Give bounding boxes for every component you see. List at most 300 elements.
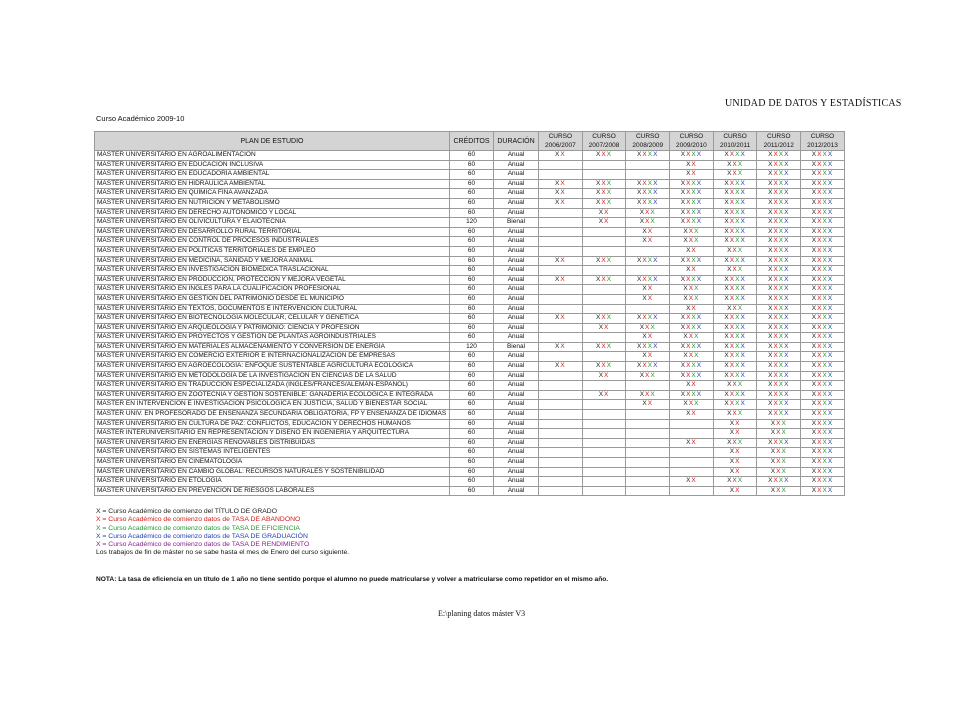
plan-name: MÁSTER UNIVERSITARIO EN ARQUEOLOGÍA Y PATRIMONIO: CIENCIA Y PROFESIÓN <box>95 323 450 333</box>
x-mark: X <box>740 352 746 360</box>
x-mark: X <box>560 362 566 370</box>
x-mark: X <box>817 218 823 226</box>
year-cell <box>539 304 583 314</box>
x-mark: X <box>811 390 818 398</box>
table-row <box>95 227 845 237</box>
year-cell <box>582 438 626 448</box>
x-mark: X <box>691 390 697 398</box>
header-year-bottom: 2012/2013 <box>807 142 838 149</box>
year-cell <box>713 333 757 343</box>
year-cell <box>626 246 670 256</box>
year-cell <box>757 486 801 496</box>
x-mark: X <box>778 189 785 197</box>
x-mark: X <box>817 314 823 322</box>
year-cell <box>626 323 670 333</box>
table-row <box>95 486 845 496</box>
x-mark: X <box>729 342 736 350</box>
x-mark: X <box>732 477 738 485</box>
x-mark: X <box>773 294 779 302</box>
year-cell <box>757 467 801 477</box>
year-cell <box>582 266 626 276</box>
x-mark: X <box>822 438 828 446</box>
x-mark: X <box>647 333 654 341</box>
x-mark: X <box>601 256 607 264</box>
plan-name: MÁSTER UNIVERSITARIO EN TEXTOS, DOCUMENTOS E INTERVENCIÓN CULTURAL <box>95 304 450 314</box>
plan-duration: Anual <box>494 333 539 343</box>
year-cell <box>670 246 714 256</box>
year-cell <box>539 170 583 180</box>
x-mark: X <box>784 160 790 168</box>
x-mark: X <box>773 237 779 245</box>
x-mark: X <box>735 458 741 465</box>
x-mark: X <box>811 246 818 254</box>
x-mark: X <box>598 390 605 398</box>
x-mark: X <box>601 314 607 322</box>
plan-duration: Anual <box>494 275 539 285</box>
plan-name: MÁSTER UNIVERSITARIO EN POLÍTICAS TERRITORIALES DE EMPLEO <box>95 246 450 256</box>
year-cell <box>801 256 845 266</box>
x-mark: X <box>645 371 651 379</box>
header-year <box>670 132 714 151</box>
plan-name: MÁSTER UNIVERSITARIO EN ENERGÍAS RENOVABLES DISTRIBUIDAS <box>95 438 450 448</box>
year-cell <box>801 486 845 496</box>
x-mark: X <box>680 342 687 350</box>
x-mark: X <box>683 294 689 302</box>
x-mark: X <box>686 390 692 398</box>
x-mark: X <box>773 246 779 254</box>
year-cell <box>757 419 801 429</box>
header-year <box>539 132 583 151</box>
year-cell <box>757 151 801 161</box>
x-mark: X <box>735 342 741 350</box>
plan-credits: 60 <box>450 371 494 381</box>
x-mark: X <box>827 227 834 235</box>
x-mark: X <box>817 400 823 408</box>
x-mark: X <box>604 371 610 379</box>
x-mark: X <box>735 323 741 331</box>
table-row <box>95 198 845 208</box>
plan-credits: 60 <box>450 189 494 199</box>
year-cell <box>757 371 801 381</box>
x-mark: X <box>560 198 566 206</box>
year-cell <box>801 304 845 314</box>
year-cell <box>670 362 714 372</box>
plan-credits: 60 <box>450 438 494 448</box>
x-mark: X <box>784 381 790 389</box>
year-cell <box>713 458 757 468</box>
x-mark: X <box>686 160 692 168</box>
plan-name: MÁSTER UNIVERSITARIO EN GESTIÓN DEL PATRIMONIO DESDE EL MUNICIPIO <box>95 294 450 304</box>
x-mark: X <box>811 400 818 408</box>
x-mark: X <box>827 371 834 379</box>
x-mark: X <box>729 371 736 379</box>
year-cell <box>582 477 626 487</box>
year-cell <box>670 381 714 391</box>
year-cell <box>670 275 714 285</box>
x-mark: X <box>770 429 777 437</box>
x-mark: X <box>811 352 818 360</box>
year-cell <box>670 285 714 295</box>
x-mark: X <box>822 342 828 350</box>
x-mark: X <box>784 170 790 178</box>
footer-path: E:\planing datos máster V3 <box>438 609 526 618</box>
x-mark: X <box>735 237 741 245</box>
plan-duration: Anual <box>494 256 539 266</box>
year-cell <box>757 448 801 458</box>
year-cell <box>757 410 801 420</box>
x-mark: X <box>770 448 777 456</box>
x-mark: X <box>642 400 648 408</box>
x-mark: X <box>822 266 828 274</box>
x-mark: X <box>598 208 605 216</box>
x-mark: X <box>737 266 744 274</box>
legend-item: X = Curso Académico de comienzo datos de TASA DE EFICIENCIA <box>96 524 300 532</box>
x-mark: X <box>688 352 695 360</box>
year-cell <box>626 266 670 276</box>
year-cell <box>757 275 801 285</box>
x-mark: X <box>729 285 736 293</box>
x-mark: X <box>784 400 790 408</box>
x-mark: X <box>778 151 785 158</box>
x-mark: X <box>691 342 697 350</box>
x-mark: X <box>724 333 730 341</box>
year-cell <box>582 294 626 304</box>
table-row <box>95 266 845 276</box>
year-cell <box>713 237 757 247</box>
x-mark: X <box>735 400 741 408</box>
table-row <box>95 429 845 439</box>
x-mark: X <box>778 477 785 485</box>
x-mark: X <box>817 198 823 206</box>
x-mark: X <box>768 285 774 293</box>
x-mark: X <box>822 227 828 235</box>
x-mark: X <box>735 419 741 427</box>
x-mark: X <box>694 227 700 235</box>
x-mark: X <box>560 256 566 264</box>
year-cell <box>713 198 757 208</box>
plan-duration: Anual <box>494 371 539 381</box>
x-mark: X <box>642 314 648 322</box>
table-body <box>95 151 845 496</box>
x-mark: X <box>729 323 736 331</box>
x-mark: X <box>822 362 828 370</box>
x-mark: X <box>768 227 774 235</box>
x-mark: X <box>735 390 741 398</box>
header-year-bottom: 2007/2008 <box>588 142 620 149</box>
x-mark: X <box>827 256 834 264</box>
year-cell <box>539 381 583 391</box>
x-mark: X <box>811 285 818 293</box>
year-cell <box>582 458 626 468</box>
year-cell <box>801 400 845 410</box>
x-mark: X <box>811 170 818 178</box>
x-mark: X <box>724 390 730 398</box>
x-mark: X <box>827 429 834 437</box>
x-mark: X <box>735 198 741 206</box>
x-mark: X <box>768 323 774 331</box>
x-mark: X <box>773 285 779 293</box>
plan-name: MÁSTER UNIVERSITARIO EN EDUCADORÍA AMBIENTAL <box>95 170 450 180</box>
plan-duration: Anual <box>494 304 539 314</box>
x-mark: X <box>773 198 779 206</box>
x-mark: X <box>827 314 834 322</box>
year-cell <box>670 160 714 170</box>
x-mark: X <box>642 285 648 293</box>
year-cell <box>801 458 845 468</box>
year-cell <box>626 333 670 343</box>
x-mark: X <box>822 352 828 360</box>
x-mark: X <box>827 151 834 158</box>
x-mark: X <box>735 275 741 283</box>
x-mark: X <box>735 352 741 360</box>
year-cell <box>539 246 583 256</box>
x-mark: X <box>740 218 746 226</box>
x-mark: X <box>827 160 834 168</box>
x-mark: X <box>680 218 687 226</box>
x-mark: X <box>827 410 834 418</box>
x-mark: X <box>637 179 643 187</box>
x-mark: X <box>555 275 561 283</box>
x-mark: X <box>732 381 738 389</box>
year-cell <box>757 352 801 362</box>
x-mark: X <box>827 467 834 475</box>
x-mark: X <box>827 390 834 398</box>
year-cell <box>670 218 714 228</box>
x-mark: X <box>817 333 823 341</box>
x-mark: X <box>686 246 692 254</box>
year-cell <box>757 170 801 180</box>
x-mark: X <box>781 448 787 456</box>
x-mark: X <box>817 362 823 370</box>
x-mark: X <box>822 218 828 226</box>
x-mark: X <box>724 342 730 350</box>
x-mark: X <box>778 362 785 370</box>
year-cell <box>539 160 583 170</box>
x-mark: X <box>691 160 697 168</box>
header-year <box>801 132 845 151</box>
plan-credits: 60 <box>450 256 494 266</box>
year-cell <box>626 304 670 314</box>
year-cell <box>582 352 626 362</box>
year-cell <box>626 275 670 285</box>
x-mark: X <box>817 410 823 418</box>
x-mark: X <box>729 333 736 341</box>
x-mark: X <box>606 256 613 264</box>
plan-credits: 60 <box>450 208 494 218</box>
year-cell <box>626 381 670 391</box>
x-mark: X <box>680 323 687 331</box>
legend <box>96 508 349 558</box>
x-mark: X <box>768 477 774 485</box>
x-mark: X <box>768 314 774 322</box>
year-cell <box>757 246 801 256</box>
x-mark: X <box>686 323 692 331</box>
x-mark: X <box>560 189 566 197</box>
x-mark: X <box>735 486 741 494</box>
x-mark: X <box>817 227 823 235</box>
x-mark: X <box>686 266 692 274</box>
x-mark: X <box>768 362 774 370</box>
x-mark: X <box>647 362 654 370</box>
x-mark: X <box>773 342 779 350</box>
x-mark: X <box>822 285 828 293</box>
x-mark: X <box>781 429 787 437</box>
x-mark: X <box>647 400 654 408</box>
x-mark: X <box>737 160 744 168</box>
x-mark: X <box>683 352 689 360</box>
year-cell <box>801 151 845 161</box>
year-cell <box>670 352 714 362</box>
year-cell <box>539 342 583 352</box>
x-mark: X <box>724 294 730 302</box>
year-cell <box>582 314 626 324</box>
x-mark: X <box>647 151 654 158</box>
plan-duration: Anual <box>494 467 539 477</box>
x-mark: X <box>827 208 834 216</box>
x-mark: X <box>776 486 782 494</box>
x-mark: X <box>601 189 607 197</box>
year-cell <box>539 275 583 285</box>
plan-name: MÁSTER UNIVERSITARIO EN ZOOTECNIA Y GESTIÓN SOSTENIBLE: GANADERÍA ECOLÓGICA E INTEGRADA <box>95 390 450 400</box>
x-mark: X <box>688 227 695 235</box>
x-mark: X <box>773 381 779 389</box>
plan-credits: 60 <box>450 352 494 362</box>
x-mark: X <box>827 189 834 197</box>
x-mark: X <box>691 266 697 274</box>
year-cell <box>670 486 714 496</box>
x-mark: X <box>735 256 741 264</box>
header-year-top: CURSO <box>635 133 660 140</box>
x-mark: X <box>817 486 823 494</box>
x-mark: X <box>784 352 790 360</box>
x-mark: X <box>827 400 834 408</box>
x-mark: X <box>784 477 790 485</box>
year-cell <box>626 477 670 487</box>
x-mark: X <box>735 467 741 475</box>
x-mark: X <box>768 218 774 226</box>
x-mark: X <box>778 323 785 331</box>
x-mark: X <box>773 352 779 360</box>
year-cell <box>539 285 583 295</box>
year-cell <box>539 314 583 324</box>
x-mark: X <box>817 438 823 446</box>
x-mark: X <box>686 179 692 187</box>
year-cell <box>801 160 845 170</box>
x-mark: X <box>822 275 828 283</box>
x-mark: X <box>606 362 613 370</box>
x-mark: X <box>729 294 736 302</box>
year-cell <box>582 208 626 218</box>
year-cell <box>582 342 626 352</box>
x-mark: X <box>817 237 823 245</box>
x-mark: X <box>696 371 703 379</box>
x-mark: X <box>735 362 741 370</box>
year-cell <box>713 438 757 448</box>
year-cell <box>801 294 845 304</box>
plan-credits: 60 <box>450 246 494 256</box>
x-mark: X <box>642 275 648 283</box>
x-mark: X <box>784 227 790 235</box>
year-cell <box>582 410 626 420</box>
year-cell <box>626 486 670 496</box>
x-mark: X <box>827 246 834 254</box>
year-cell <box>801 429 845 439</box>
year-cell <box>670 179 714 189</box>
year-cell <box>670 170 714 180</box>
year-cell <box>801 285 845 295</box>
x-mark: X <box>691 477 697 485</box>
plan-duration: Anual <box>494 314 539 324</box>
x-mark: X <box>778 285 785 293</box>
x-mark: X <box>639 390 646 398</box>
x-mark: X <box>778 218 785 226</box>
x-mark: X <box>811 275 818 283</box>
x-mark: X <box>729 486 736 494</box>
year-cell <box>582 323 626 333</box>
x-mark: X <box>724 179 730 187</box>
x-mark: X <box>688 400 695 408</box>
x-mark: X <box>606 151 613 158</box>
year-cell <box>713 266 757 276</box>
x-mark: X <box>811 256 818 264</box>
x-mark: X <box>686 189 692 197</box>
x-mark: X <box>688 237 695 245</box>
x-mark: X <box>691 438 697 446</box>
x-mark: X <box>737 438 744 446</box>
x-mark: X <box>778 294 785 302</box>
x-mark: X <box>683 237 689 245</box>
x-mark: X <box>822 323 828 331</box>
x-mark: X <box>740 179 746 187</box>
x-mark: X <box>642 189 648 197</box>
x-mark: X <box>784 208 790 216</box>
header-year-top: CURSO <box>810 133 835 140</box>
x-mark: X <box>691 170 697 178</box>
year-cell <box>757 285 801 295</box>
year-cell <box>713 314 757 324</box>
x-mark: X <box>729 400 736 408</box>
year-cell <box>539 323 583 333</box>
x-mark: X <box>776 448 782 456</box>
x-mark: X <box>784 179 790 187</box>
plan-credits: 60 <box>450 362 494 372</box>
x-mark: X <box>555 198 561 206</box>
x-mark: X <box>683 400 689 408</box>
x-mark: X <box>740 371 746 379</box>
x-mark: X <box>784 371 790 379</box>
x-mark: X <box>822 198 828 206</box>
x-mark: X <box>773 304 779 312</box>
year-cell <box>801 170 845 180</box>
x-mark: X <box>555 314 561 322</box>
year-cell <box>626 151 670 161</box>
x-mark: X <box>776 429 782 437</box>
year-cell <box>757 323 801 333</box>
x-mark: X <box>729 458 736 465</box>
x-mark: X <box>827 218 834 226</box>
year-cell <box>626 438 670 448</box>
header-year-top: CURSO <box>723 133 747 140</box>
plan-credits: 60 <box>450 400 494 410</box>
year-cell <box>582 179 626 189</box>
x-mark: X <box>817 160 823 168</box>
plan-name: MÁSTER UNIVERSITARIO EN TRADUCCIÓN ESPECIALIZADA (INGLÉS/FRANCÉS/ALEMÁN-ESPAÑOL) <box>95 381 450 391</box>
x-mark: X <box>727 477 733 485</box>
x-mark: X <box>601 179 607 187</box>
year-cell <box>582 371 626 381</box>
x-mark: X <box>737 477 744 485</box>
x-mark: X <box>683 285 689 293</box>
